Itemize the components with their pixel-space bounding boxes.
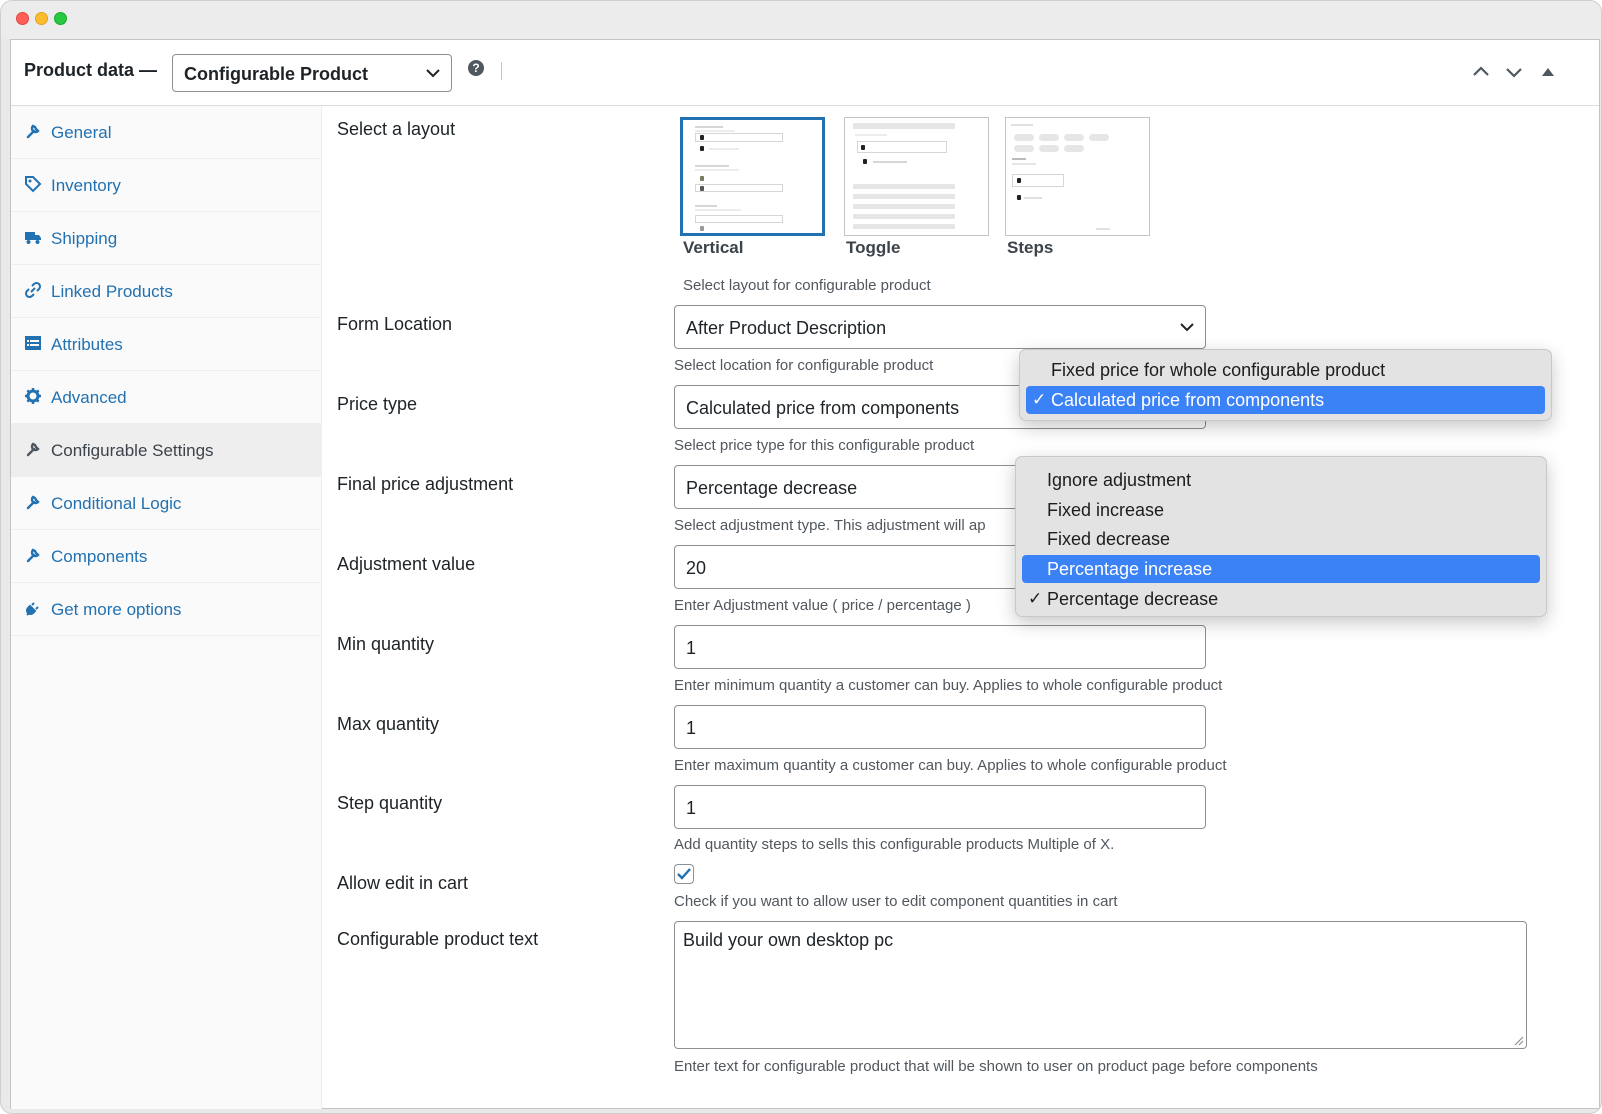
move-up-icon[interactable] bbox=[1471, 62, 1491, 82]
product-text-value: Build your own desktop pc bbox=[683, 930, 894, 950]
gear-icon bbox=[24, 387, 42, 405]
product-data-tabs bbox=[11, 106, 322, 1109]
window-titlebar bbox=[1, 1, 1601, 39]
adjustment-option-fixed-increase[interactable] bbox=[1022, 496, 1540, 524]
adjustment-option-fixed-decrease[interactable] bbox=[1022, 525, 1540, 553]
sidebar-item-shipping[interactable] bbox=[11, 212, 322, 265]
option-label: Fixed increase bbox=[1047, 500, 1165, 520]
sidebar-item-linked-products[interactable] bbox=[11, 265, 322, 318]
option-label: Calculated price from components bbox=[1051, 390, 1325, 410]
form-location-label: Form Location bbox=[337, 314, 453, 334]
price-type-dropdown-menu bbox=[1019, 349, 1552, 421]
product-type-value: Configurable Product bbox=[184, 64, 368, 84]
layout-description: Select layout for configurable product bbox=[683, 277, 931, 294]
close-window-button[interactable] bbox=[16, 12, 29, 25]
max-quantity-label: Max quantity bbox=[337, 714, 440, 734]
adjustment-option-percentage-decrease[interactable] bbox=[1022, 585, 1540, 613]
move-down-icon[interactable] bbox=[1504, 62, 1524, 82]
min-quantity-input[interactable] bbox=[674, 625, 1206, 669]
product-text-label: Configurable product text bbox=[337, 929, 539, 949]
zoom-window-button[interactable] bbox=[54, 12, 67, 25]
sidebar-item-label: Linked Products bbox=[51, 282, 173, 301]
sidebar-item-configurable-settings[interactable] bbox=[11, 424, 322, 477]
sidebar-item-label: General bbox=[51, 123, 112, 142]
max-quantity-input[interactable] bbox=[674, 705, 1206, 749]
sidebar-item-general[interactable] bbox=[11, 106, 322, 159]
resize-handle-icon[interactable] bbox=[1514, 1036, 1524, 1046]
sidebar-item-inventory[interactable] bbox=[11, 159, 322, 212]
step-quantity-label: Step quantity bbox=[337, 793, 443, 813]
sidebar-item-label: Get more options bbox=[51, 600, 182, 619]
price-type-label: Price type bbox=[337, 394, 418, 414]
form-location-description: Select location for configurable product bbox=[674, 357, 934, 374]
header-divider bbox=[501, 62, 502, 80]
link-icon bbox=[24, 281, 42, 299]
layout-option-steps[interactable] bbox=[1005, 117, 1150, 236]
list-icon bbox=[24, 334, 42, 352]
final-price-adjustment-value: Percentage decrease bbox=[686, 478, 858, 498]
adjustment-value-text: 20 bbox=[686, 558, 707, 578]
wrench-icon bbox=[24, 122, 42, 140]
help-icon[interactable]: ? bbox=[468, 60, 484, 76]
step-quantity-value: 1 bbox=[686, 798, 697, 818]
layout-option-vertical[interactable] bbox=[680, 117, 825, 236]
layout-name-vertical: Vertical bbox=[683, 238, 744, 257]
checkmark-icon: ✓ bbox=[1028, 589, 1043, 608]
product-data-title: Product data — bbox=[24, 60, 158, 80]
allow-edit-label: Allow edit in cart bbox=[337, 873, 469, 893]
max-quantity-description: Enter maximum quantity a customer can buy. Applies to whole configurable product bbox=[674, 757, 1227, 774]
price-type-value: Calculated price from components bbox=[686, 398, 960, 418]
allow-edit-description: Check if you want to allow user to edit component quantities in cart bbox=[674, 893, 1118, 910]
wrench-icon bbox=[24, 546, 42, 564]
sidebar-item-label: Shipping bbox=[51, 229, 118, 248]
option-label: Fixed price for whole configurable product bbox=[1051, 360, 1386, 380]
layout-name-steps: Steps bbox=[1007, 238, 1054, 257]
tag-icon bbox=[24, 175, 42, 193]
product-data-header bbox=[11, 40, 1599, 106]
step-quantity-description: Add quantity steps to sells this configurable products Multiple of X. bbox=[674, 836, 1115, 853]
sidebar-item-label: Inventory bbox=[51, 176, 121, 195]
wrench-icon bbox=[24, 440, 42, 458]
chevron-down-icon bbox=[1179, 319, 1195, 335]
min-quantity-description: Enter minimum quantity a customer can buy. Applies to whole configurable product bbox=[674, 677, 1223, 694]
product-text-textarea[interactable] bbox=[674, 921, 1527, 1049]
adjustment-option-percentage-increase[interactable] bbox=[1022, 555, 1540, 583]
layout-label: Select a layout bbox=[337, 119, 456, 139]
checkmark-icon: ✓ bbox=[1032, 390, 1047, 409]
sidebar-item-label: Configurable Settings bbox=[51, 441, 214, 460]
adjustment-dropdown-menu bbox=[1015, 456, 1547, 617]
sidebar-item-get-more-options[interactable] bbox=[11, 583, 322, 636]
option-label: Fixed decrease bbox=[1047, 529, 1171, 549]
form-location-select[interactable] bbox=[674, 305, 1206, 349]
product-type-select[interactable] bbox=[172, 54, 452, 92]
product-text-description: Enter text for configurable product that will be shown to user on product page before components bbox=[674, 1058, 1318, 1075]
sidebar-item-components[interactable] bbox=[11, 530, 322, 583]
truck-icon bbox=[24, 228, 42, 246]
collapse-toggle-icon[interactable] bbox=[1541, 66, 1555, 78]
min-quantity-value: 1 bbox=[686, 638, 697, 658]
plug-icon bbox=[24, 599, 42, 617]
sidebar-item-label: Attributes bbox=[51, 335, 123, 354]
sidebar-item-label: Advanced bbox=[51, 388, 127, 407]
wrench-icon bbox=[24, 493, 42, 511]
option-label: Percentage increase bbox=[1047, 559, 1213, 579]
checkmark-icon bbox=[675, 865, 693, 883]
final-price-adjustment-label: Final price adjustment bbox=[337, 474, 514, 494]
adjustment-value-description: Enter Adjustment value ( price / percentage ) bbox=[674, 597, 971, 614]
product-data-panel bbox=[10, 39, 1600, 1109]
sidebar-item-label: Conditional Logic bbox=[51, 494, 182, 513]
option-label: Ignore adjustment bbox=[1047, 470, 1192, 490]
layout-option-toggle[interactable] bbox=[844, 117, 989, 236]
adjustment-value-label: Adjustment value bbox=[337, 554, 476, 574]
min-quantity-label: Min quantity bbox=[337, 634, 435, 654]
layout-name-toggle: Toggle bbox=[846, 238, 901, 257]
price-type-option-calculated[interactable] bbox=[1026, 386, 1545, 414]
allow-edit-checkbox[interactable] bbox=[674, 864, 694, 884]
form-location-value: After Product Description bbox=[686, 318, 887, 338]
final-price-adjustment-description: Select adjustment type. This adjustment will ap bbox=[674, 517, 986, 534]
adjustment-option-ignore[interactable] bbox=[1022, 466, 1540, 494]
max-quantity-value: 1 bbox=[686, 718, 697, 738]
step-quantity-input[interactable] bbox=[674, 785, 1206, 829]
minimize-window-button[interactable] bbox=[35, 12, 48, 25]
option-label: Percentage decrease bbox=[1047, 589, 1219, 609]
sidebar-item-conditional-logic[interactable] bbox=[11, 477, 322, 530]
sidebar-item-advanced[interactable] bbox=[11, 371, 322, 424]
price-type-description: Select price type for this configurable product bbox=[674, 437, 975, 454]
sidebar-item-attributes[interactable] bbox=[11, 318, 322, 371]
chevron-down-icon bbox=[425, 65, 441, 81]
price-type-option-fixed[interactable] bbox=[1026, 356, 1545, 384]
sidebar-item-label: Components bbox=[51, 547, 148, 566]
